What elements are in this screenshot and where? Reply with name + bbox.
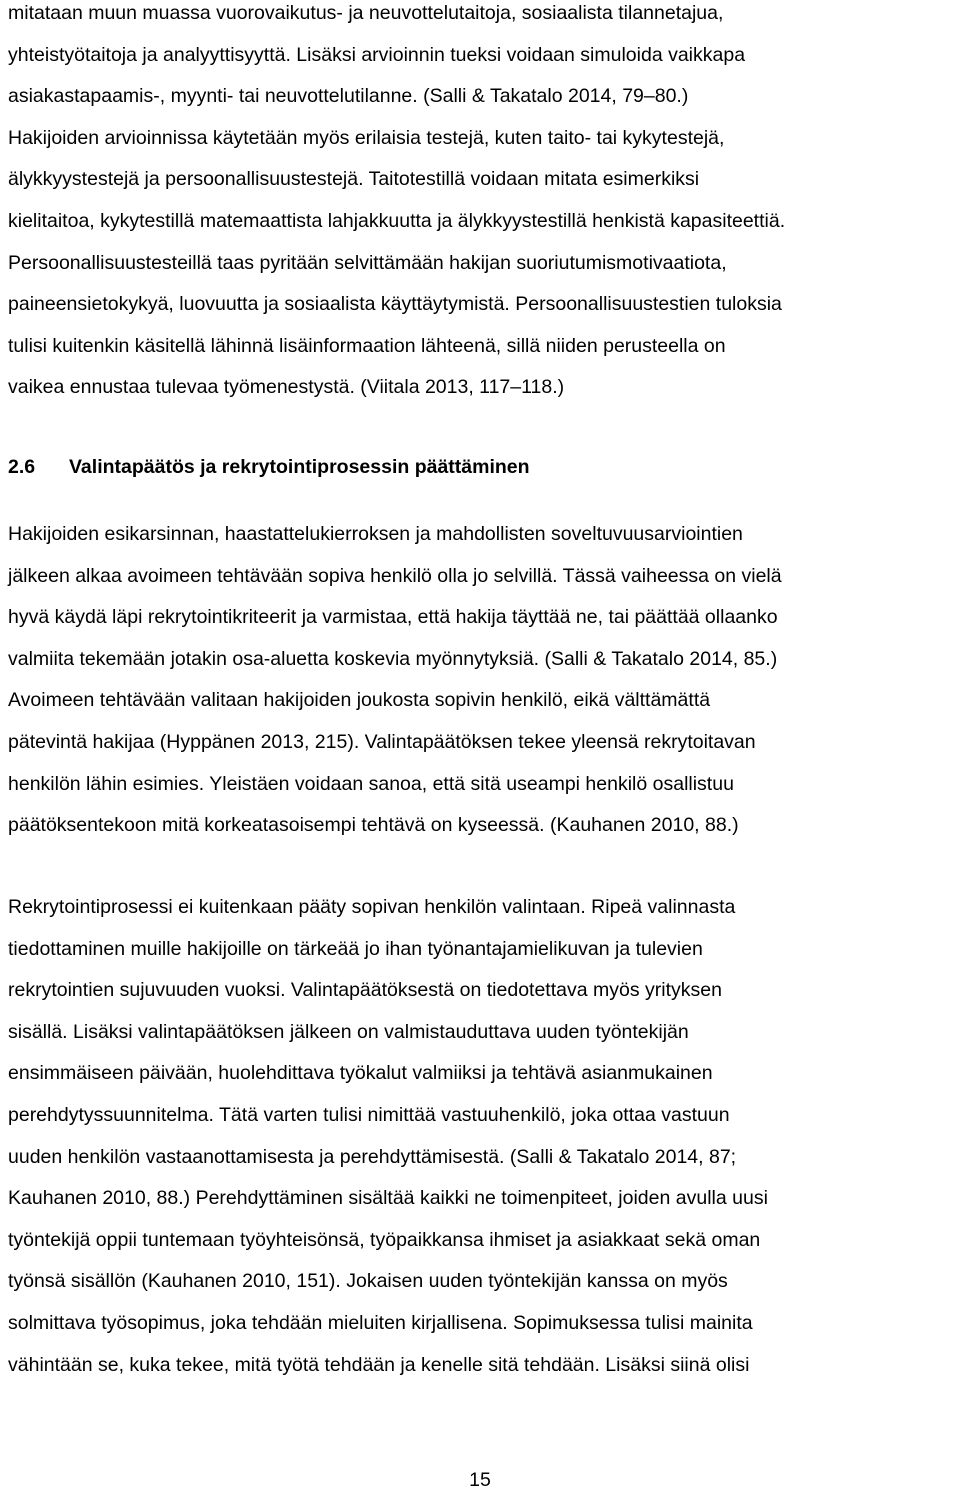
section-number: 2.6 [8, 456, 36, 478]
paragraph-line: uuden henkilön vastaanottamisesta ja perehdyttämisestä. (Salli & Takatalo 2014, 87; [8, 1145, 737, 1168]
paragraph-line: työntekijä oppii tuntemaan työyhteisönsä, työpaikkansa ihmiset ja asiakkaat sekä oman [8, 1228, 761, 1251]
paragraph-line: pätevintä hakijaa (Hyppänen 2013, 215). Valintapäätöksen tekee yleensä rekrytoitavan [8, 730, 756, 753]
paragraph-line: työnsä sisällön (Kauhanen 2010, 151). Jokaisen uuden työntekijän kanssa on myös [8, 1270, 728, 1293]
paragraph-line: rekrytointien sujuvuuden vuoksi. Valintapäätöksestä on tiedotettava myös yrityksen [8, 979, 722, 1002]
paragraph-line: mitataan muun muassa vuorovaikutus- ja neuvottelutaitoja, sosiaalista tilannetajua, [8, 2, 724, 24]
paragraph-line: älykkyystestejä ja persoonallisuustestejä. Taitotestillä voidaan mitata esimerkiksi [8, 168, 700, 191]
paragraph-line: vähintään se, kuka tekee, mitä työtä tehdään ja kenelle sitä tehdään. Lisäksi siinä olisi [8, 1353, 750, 1376]
paragraph-line: kielitaitoa, kykytestillä matemaattista lahjakkuutta ja älykkyystestillä henkistä kapasiteettiä. [8, 209, 786, 232]
paragraph-line: solmittava työsopimus, joka tehdään mieluiten kirjallisena. Sopimuksessa tulisi mainita [8, 1311, 753, 1334]
paragraph-line: ensimmäiseen päivään, huolehdittava työkalut valmiiksi ja tehtävä asianmukainen [8, 1062, 713, 1085]
section-heading [8, 447, 530, 489]
paragraph-1 [8, 0, 956, 409]
page-number: 15 [469, 1469, 491, 1491]
paragraph-line: Hakijoiden arvioinnissa käytetään myös erilaisia testejä, kuten taito- tai kykytestejä, [8, 126, 725, 149]
section-title: Valintapäätös ja rekrytointiprosessin päättäminen [69, 456, 530, 478]
paragraph-line: hyvä käydä läpi rekrytointikriteerit ja varmistaa, että hakija täyttää ne, tai päättää ollaanko [8, 606, 778, 629]
paragraph-line: vaikea ennustaa tulevaa työmenestystä. (Viitala 2013, 117–118.) [8, 376, 565, 399]
paragraph-line: päätöksentekoon mitä korkeatasoisempi tehtävä on kyseessä. (Kauhanen 2010, 88.) [8, 814, 739, 837]
paragraph-2 [8, 514, 956, 847]
paragraph-line: sisällä. Lisäksi valintapäätöksen jälkeen on valmistauduttava uuden työntekijän [8, 1020, 689, 1043]
paragraph-line: asiakastapaamis-, myynti- tai neuvottelutilanne. (Salli & Takatalo 2014, 79–80.) [8, 85, 689, 108]
paragraph-line: perehdytyssuunnitelma. Tätä varten tulisi nimittää vastuuhenkilö, joka ottaa vastuun [8, 1103, 730, 1126]
paragraph-line: Persoonallisuustesteillä taas pyritään selvittämään hakijan suoriutumismotivaatiota, [8, 251, 727, 274]
paragraph-line: tulisi kuitenkin käsitellä lähinnä lisäinformaation lähteenä, sillä niiden perusteella on [8, 334, 726, 357]
paragraph-line: Rekrytointiprosessi ei kuitenkaan pääty sopivan henkilön valintaan. Ripeä valinnasta [8, 896, 736, 918]
paragraph-line: Avoimeen tehtävään valitaan hakijoiden joukosta sopivin henkilö, eikä välttämättä [8, 689, 711, 712]
paragraph-line: Kauhanen 2010, 88.) Perehdyttäminen sisältää kaikki ne toimenpiteet, joiden avulla uusi [8, 1187, 768, 1210]
paragraph-3 [8, 887, 956, 1386]
paragraph-line: jälkeen alkaa avoimeen tehtävään sopiva henkilö olla jo selvillä. Tässä vaiheessa on vielä [8, 564, 782, 587]
paragraph-line: tiedottaminen muille hakijoille on tärkeää jo ihan työnantajamielikuvan ja tulevien [8, 937, 703, 960]
paragraph-line: paineensietokykyä, luovuutta ja sosiaalista käyttäytymistä. Persoonallisuustestien tuloksia [8, 293, 782, 316]
paragraph-line: valmiita tekemään jotakin osa-aluetta koskevia myönnytyksiä. (Salli & Takatalo 2014, 85.) [8, 647, 778, 670]
paragraph-line: henkilön lähin esimies. Yleistäen voidaan sanoa, että sitä useampi henkilö osallistuu [8, 772, 734, 795]
paragraph-line: yhteistyötaitoja ja analyyttisyyttä. Lisäksi arvioinnin tueksi voidaan simuloida vaikkapa [8, 43, 746, 66]
paragraph-line: Hakijoiden esikarsinnan, haastattelukierroksen ja mahdollisten soveltuvuusarviointien [8, 523, 743, 545]
